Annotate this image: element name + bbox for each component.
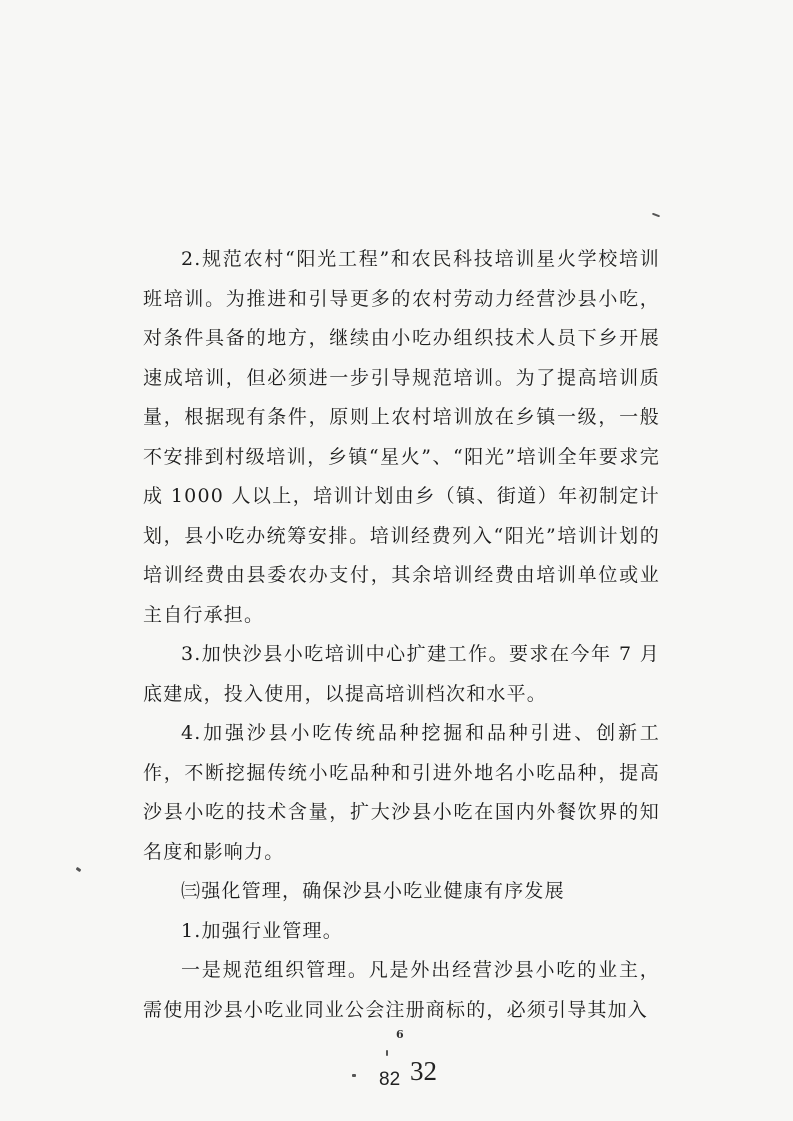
paragraph-training-program: 2.规范农村“阳光工程”和农民科技培训星火学校培训班培训。为推进和引导更多的农村劳动力经营沙县小吃，对条件具备的地方，继续由小吃办组织技术人员下乡开展速成培训，但必须进一步引导规范培训。为了提高培训质量，根据现有条件，原则上农村培训放在乡镇一级，一般不安排到村级培训，乡镇“星火”、“阳光”培训全年要求完成 1000 人以上，培训计划由乡（镇、街道）年初制定计划，县小吃办统筹安排。培训经费列入“阳光”培训计划的培训经费由县委农办支付，其余培训经费由培训单位或业主自行承担。 (143, 248, 660, 626)
page-number-printed: 82 (379, 1069, 401, 1090)
paragraph-organization-management: 一是规范组织管理。凡是外出经营沙县小吃的业主，需使用沙县小吃业同业公会注册商标的，必须引导其加入 (143, 959, 660, 1021)
paragraph-varieties: 4.加强沙县小吃传统品种挖掘和品种引进、创新工作，不断挖掘传统小吃品种和引进外地名小吃品种，提高沙县小吃的技术含量，扩大沙县小吃在国内外餐饮界的知名度和影响力。 (143, 722, 660, 863)
body-text (143, 240, 660, 1030)
scan-speck (352, 1074, 356, 1077)
paragraph-training-center: 3.加快沙县小吃培训中心扩建工作。要求在今年 7 月底建成，投入使用，以提高培训档次和水平。 (143, 643, 660, 705)
page-number-stamped: 32 (410, 1056, 437, 1086)
scan-speck (652, 213, 660, 218)
scan-speck (386, 1050, 388, 1056)
footer-small-mark: 6 (396, 1028, 404, 1041)
subheading-industry-management: 1.加强行业管理。 (181, 919, 343, 942)
section-heading-management: ㈢强化管理，确保沙县小吃业健康有序发展 (181, 880, 565, 902)
scan-speck (76, 867, 82, 872)
